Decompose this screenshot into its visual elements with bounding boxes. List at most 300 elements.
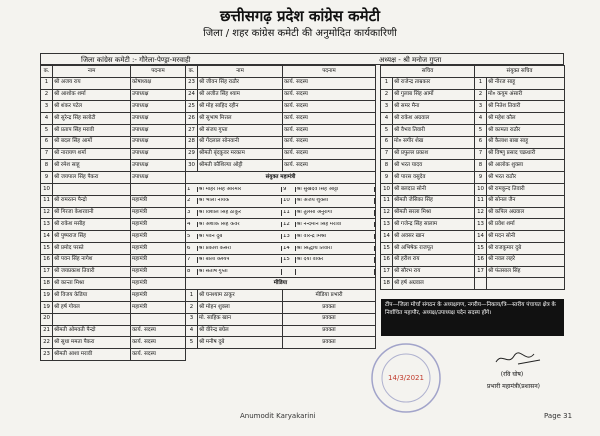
table-row xyxy=(186,325,376,337)
table-row xyxy=(41,278,186,290)
joint-general-secretary-section-title: संयुक्त महामंत्री xyxy=(186,172,376,184)
table-row xyxy=(186,301,376,313)
table-cell: श्री विशाल सिंह ठाकुर xyxy=(198,210,282,215)
table-cell: श्री सोनल जैन xyxy=(487,195,565,207)
table-cell: 29 xyxy=(186,148,198,160)
table-cell: 5 xyxy=(41,124,53,136)
table-cell: महामंत्री xyxy=(131,207,186,219)
column-header: क. xyxy=(186,66,198,78)
table-cell: 9 xyxy=(282,187,296,192)
column-header: पदनाम xyxy=(283,66,376,78)
signatory-role: प्रभारी महामंत्री(प्रशासन) xyxy=(487,383,540,390)
table-cell: 11 xyxy=(381,195,393,207)
table-cell xyxy=(186,242,376,254)
table-cell: 10 xyxy=(41,183,53,195)
table-cell: 19 xyxy=(41,290,53,302)
table-cell: श्री सिद्धार्थ तिवारी xyxy=(296,246,375,251)
table-cell: 5 xyxy=(186,234,198,239)
table-cell: श्री रमेश साहू xyxy=(53,160,131,172)
table-cell: कार्य. सदस्य xyxy=(283,124,376,136)
table-cell: 13 xyxy=(475,219,487,231)
column-header: क. xyxy=(41,66,53,78)
table-row xyxy=(381,278,565,290)
table-cell xyxy=(53,313,131,325)
table-row xyxy=(41,148,186,160)
table-cell: 2 xyxy=(186,301,198,313)
table-cell: महामंत्री xyxy=(131,278,186,290)
table-cell: कार्य. सदस्य xyxy=(131,325,186,337)
table-cell: श्री कैलाश बाबा साहू xyxy=(487,136,565,148)
table-cell: 7 xyxy=(186,257,198,262)
table-row xyxy=(381,183,565,195)
table-cell: उपाध्यक्ष xyxy=(131,148,186,160)
table-cell: श्री हरीश राय xyxy=(393,254,475,266)
table-cell: 16 xyxy=(475,254,487,266)
table-cell: श्री महेश कौल xyxy=(487,113,565,125)
table-row xyxy=(381,266,565,278)
table-cell: श्री कान्ता मिश्रा xyxy=(53,278,131,290)
table-cell: 13 xyxy=(41,219,53,231)
table-cell: 11 xyxy=(282,210,296,215)
table-cell: श्री मोहर सिंह आरमोर xyxy=(198,187,282,192)
table-cell: मीडिया प्रभारी xyxy=(283,290,376,302)
table-cell: श्री रामकुन्द तिवारी xyxy=(487,183,565,195)
table-cell xyxy=(186,219,376,231)
table-cell: 10 xyxy=(282,198,296,203)
svg-text:14/3/2021: 14/3/2021 xyxy=(388,374,424,382)
table-row xyxy=(381,101,565,113)
table-cell: 8 xyxy=(186,269,198,274)
table-cell: कोषाध्यक्ष xyxy=(131,77,186,89)
official-seal xyxy=(368,340,444,416)
table-cell: 4 xyxy=(186,325,198,337)
table-cell: श्रीमती जेसिका सिंह xyxy=(393,195,475,207)
table-row xyxy=(41,195,186,207)
table-row xyxy=(41,183,186,195)
table-row xyxy=(41,207,186,219)
table-cell: महामंत्री xyxy=(131,266,186,278)
table-cell: 7 xyxy=(475,148,487,160)
table-cell: 12 xyxy=(41,207,53,219)
table-cell: श्री राकेश अग्रवाल xyxy=(393,113,475,125)
table-cell: 3 xyxy=(186,313,198,325)
table-cell: 21 xyxy=(41,325,53,337)
table-cell: श्री मोह साहिद रहीन xyxy=(198,101,283,113)
table-cell: 15 xyxy=(41,242,53,254)
table-row xyxy=(41,136,186,148)
table-cell: श्री तुलसी अनुरागी xyxy=(296,210,375,215)
table-row xyxy=(186,136,376,148)
table-cell: 6 xyxy=(186,246,198,251)
signatory-name: (रवि घोष) xyxy=(500,371,524,378)
table-row xyxy=(381,113,565,125)
table-cell: 24 xyxy=(186,89,198,101)
table-cell: श्रीमती सरला मिश्रा xyxy=(393,207,475,219)
table-cell: श्रीमती ओमवती पैन्द्रो xyxy=(53,325,131,337)
table-row xyxy=(41,349,186,361)
table-cell: श्री अजय राय xyxy=(53,77,131,89)
table-cell: 4 xyxy=(381,113,393,125)
table-cell: 16 xyxy=(41,254,53,266)
table-row xyxy=(41,101,186,113)
table-cell: 11 xyxy=(41,195,53,207)
table-cell: महामंत्री xyxy=(131,301,186,313)
table-row xyxy=(41,337,186,349)
table-cell: श्री राजकुमार दुबे xyxy=(487,242,565,254)
table-row xyxy=(381,136,565,148)
table-cell: कार्य. सदस्य xyxy=(283,77,376,89)
table-cell: उपाध्यक्ष xyxy=(131,136,186,148)
table-cell: श्री आशोक शर्मा xyxy=(53,89,131,101)
table-cell xyxy=(186,195,376,207)
table-cell: श्री पारस वसुदेव xyxy=(393,172,475,184)
table-cell: 14 xyxy=(475,231,487,243)
table-cell: महामंत्री xyxy=(131,219,186,231)
table-cell: श्री भरत राठौर xyxy=(487,172,565,184)
committee-header xyxy=(40,53,564,65)
table-cell: 2 xyxy=(381,89,393,101)
table-cell: प्रवक्ता xyxy=(283,337,376,349)
table-cell: श्री नारायण शर्मा xyxy=(53,148,131,160)
table-cell: श्री अवसर खान xyxy=(393,231,475,243)
table-cell: प्रवक्ता xyxy=(283,313,376,325)
table-cell: 12 xyxy=(282,222,296,227)
table-cell xyxy=(131,183,186,195)
table-cell: श्री सुधा ममता पैकरा xyxy=(53,337,131,349)
table-row xyxy=(186,160,376,172)
right-table-body xyxy=(381,77,565,289)
table-cell: श्री जयप्रकाश तिवारी xyxy=(53,266,131,278)
table-cell: कार्य. सदस्य xyxy=(283,160,376,172)
table-cell: मो० सगीर शेख xyxy=(393,136,475,148)
table-row xyxy=(381,219,565,231)
table-row xyxy=(186,290,376,302)
table-cell: 23 xyxy=(186,77,198,89)
table-row xyxy=(186,148,376,160)
table-cell: 2 xyxy=(41,89,53,101)
table-cell: 10 xyxy=(381,183,393,195)
table-cell: 16 xyxy=(381,254,393,266)
table-cell: श्री प्रमोद परस्ते xyxy=(53,242,131,254)
notice-box: टीप—जिला मोर्चा संगठन के अध्यक्षगण, नगरीय—निकाय/त्रि—स्तरीय पंचायत क्षेत्र के निर्वाचित महापौर, अध्यक्ष/उपाध्यक्ष पदेन सदस्य होंगे। xyxy=(381,299,564,336)
table-cell: महामंत्री xyxy=(131,290,186,302)
table-row xyxy=(41,124,186,136)
left-members-table xyxy=(40,65,186,361)
table-cell: 23 xyxy=(41,349,53,361)
table-cell: श्री अजय शुक्ला xyxy=(296,198,375,203)
table-cell: श्री मदन सोनी xyxy=(487,231,565,243)
table-cell: श्री फंतसाल सिंह xyxy=(487,266,565,278)
table-cell: 5 xyxy=(475,124,487,136)
table-row xyxy=(41,242,186,254)
footer-label: Anumodit Karyakarini xyxy=(240,412,316,420)
table-cell: श्री विष्णु प्रसाद चक्रधारी xyxy=(487,148,565,160)
table-cell: उपाध्यक्ष xyxy=(131,113,186,125)
table-row xyxy=(186,195,376,207)
table-cell: श्री राकेश मसीह xyxy=(53,219,131,231)
table-cell: 15 xyxy=(381,242,393,254)
table-row xyxy=(381,77,565,89)
table-row xyxy=(381,160,565,172)
column-header: नाम xyxy=(53,66,131,78)
table-cell: 14 xyxy=(282,246,296,251)
table-row xyxy=(381,242,565,254)
table-cell: श्री वैभव तिवारी xyxy=(393,124,475,136)
table-cell: श्री गेंदलाल सोनवानी xyxy=(198,136,283,148)
table-row xyxy=(186,254,376,266)
table-cell: श्री अशोक सिंह कंवर xyxy=(198,222,282,227)
table-cell: महामंत्री xyxy=(131,231,186,243)
table-cell: श्री सुभाष मित्तल xyxy=(198,113,283,125)
table-cell: 13 xyxy=(381,219,393,231)
table-row xyxy=(41,313,186,325)
column-header: पदनाम xyxy=(131,66,186,78)
table-cell: श्री संतोष गुप्ता xyxy=(198,269,282,274)
page-number: Page 31 xyxy=(544,412,573,420)
table-cell: 17 xyxy=(381,266,393,278)
table-row xyxy=(381,254,565,266)
table-cell: 10 xyxy=(475,183,487,195)
table-cell: 4 xyxy=(41,113,53,125)
table-cell: श्री जीवन सिंह राठौर xyxy=(198,77,283,89)
table-row xyxy=(41,254,186,266)
table-cell: श्री नवल लहरे xyxy=(487,254,565,266)
table-cell: 4 xyxy=(475,113,487,125)
table-row xyxy=(41,89,186,101)
table-row xyxy=(41,160,186,172)
table-cell: 12 xyxy=(475,207,487,219)
committee-name: जिला कांग्रेस कमेटी :- गौरेला-पेण्ड्रा-मरवाही xyxy=(81,56,191,64)
table-cell: 5 xyxy=(186,337,198,349)
table-cell: श्री प्रताप सिंह मरावी xyxy=(53,124,131,136)
table-cell: 17 xyxy=(41,266,53,278)
table-cell: श्री विजय केडिया xyxy=(53,290,131,302)
table-cell: 6 xyxy=(381,136,393,148)
table-row xyxy=(186,313,376,325)
table-row xyxy=(186,113,376,125)
table-cell: श्री सुरेन्द्र सिंह सलोटी xyxy=(53,113,131,125)
table-row xyxy=(381,195,565,207)
middle-members-table xyxy=(185,65,376,349)
table-row xyxy=(186,219,376,231)
table-cell: श्री नन्दमान सिंह मरावी xyxy=(296,222,375,227)
table-cell: 13 xyxy=(282,234,296,239)
table-cell: श्री घनश्याम ठाकुर xyxy=(198,290,283,302)
table-cell xyxy=(186,254,376,266)
table-cell: श्री संजय गुप्ता xyxy=(198,124,283,136)
table-row xyxy=(186,266,376,278)
table-cell: श्री भोला नायक xyxy=(198,198,282,203)
table-row xyxy=(41,219,186,231)
table-cell: कार्य. सदस्य xyxy=(283,89,376,101)
table-cell: 18 xyxy=(41,278,53,290)
table-cell: श्री हर्ष अग्रवाल xyxy=(393,278,475,290)
table-cell: कार्य. सदस्य xyxy=(283,101,376,113)
table-cell: श्री सुखदेव सिंह ओट्टी xyxy=(296,187,375,192)
table-cell: उपाध्यक्ष xyxy=(131,89,186,101)
table-row xyxy=(41,231,186,243)
table-cell: 26 xyxy=(186,113,198,125)
table-cell: 3 xyxy=(381,101,393,113)
table-cell: कार्य. सदस्य xyxy=(283,136,376,148)
table-row xyxy=(381,231,565,243)
table-row xyxy=(381,172,565,184)
table-cell: 17 xyxy=(475,266,487,278)
table-cell: श्री भरत यादव xyxy=(393,160,475,172)
table-cell: 28 xyxy=(186,136,198,148)
table-cell: श्री वीरेन्द्र मिश्रा xyxy=(296,234,375,239)
table-cell: 18 xyxy=(381,278,393,290)
document-title: छत्तीसगढ़ प्रदेश कांग्रेस कमेटी xyxy=(219,7,381,25)
table-cell: प्रवक्ता xyxy=(283,301,376,313)
table-cell: 8 xyxy=(475,160,487,172)
table-cell: श्री बाला कश्यप xyxy=(198,257,282,262)
table-cell: उपाध्यक्ष xyxy=(131,172,186,184)
table-cell: श्री पवन दुबे xyxy=(198,234,282,239)
table-row xyxy=(186,101,376,113)
table-cell: 3 xyxy=(475,101,487,113)
joint-general-secretary-section xyxy=(186,172,376,184)
table-cell: श्री सौरभ राय xyxy=(393,266,475,278)
table-cell: श्री शंकर पटेल xyxy=(53,101,131,113)
table-cell: श्री गुलाब सिंह आर्मो xyxy=(393,89,475,101)
table-cell: श्री हर्ष गोयल xyxy=(53,301,131,313)
signature-mark xyxy=(488,350,548,368)
column-header: सचिव xyxy=(381,66,475,78)
table-cell: 25 xyxy=(186,101,198,113)
table-cell: महामंत्री xyxy=(131,242,186,254)
table-cell: श्री दया वाकरे xyxy=(296,257,375,262)
table-row xyxy=(186,89,376,101)
table-cell: 8 xyxy=(41,160,53,172)
table-cell: 22 xyxy=(41,337,53,349)
table-cell: 30 xyxy=(186,160,198,172)
table-row xyxy=(381,124,565,136)
table-cell xyxy=(131,313,186,325)
table-cell: उपाध्यक्ष xyxy=(131,101,186,113)
table-row xyxy=(186,124,376,136)
table-cell: श्री बदल सिंह आर्मो xyxy=(53,136,131,148)
table-cell: श्री राजेन्द्र ताम्रकार xyxy=(393,77,475,89)
table-cell: 15 xyxy=(282,257,296,262)
president-name: अध्यक्ष - श्री मनोज गुप्ता xyxy=(379,56,442,64)
table-cell: 1 xyxy=(186,290,198,302)
table-row xyxy=(41,301,186,313)
table-cell: श्रीमती आशा मरावी xyxy=(53,349,131,361)
table-cell: श्री कामता राठौर xyxy=(487,124,565,136)
table-cell: 9 xyxy=(381,172,393,184)
table-cell: श्री आलोक शुक्ला xyxy=(487,160,565,172)
table-cell: कार्य. सदस्य xyxy=(283,113,376,125)
table-cell: 6 xyxy=(475,136,487,148)
table-cell: 1 xyxy=(41,77,53,89)
table-cell: महामंत्री xyxy=(131,254,186,266)
table-cell: श्री समर मैना xyxy=(393,101,475,113)
table-cell xyxy=(487,278,565,290)
table-row xyxy=(41,172,186,184)
table-cell: उपाध्यक्ष xyxy=(131,160,186,172)
table-cell: 2 xyxy=(475,89,487,101)
table-row xyxy=(186,231,376,243)
table-row xyxy=(186,183,376,195)
table-cell: श्री पवन सिंह नागेश xyxy=(53,254,131,266)
table-cell: श्री प्रवेश शर्मा xyxy=(487,219,565,231)
table-cell: 7 xyxy=(381,148,393,160)
table-row xyxy=(41,77,186,89)
table-cell: 27 xyxy=(186,124,198,136)
table-cell xyxy=(53,183,131,195)
table-cell: 8 xyxy=(381,160,393,172)
table-cell: 1 xyxy=(475,77,487,89)
document-subtitle: जिला / शहर कांग्रेस कमेटी की अनुमोदित कार्यकारिणी xyxy=(203,28,397,39)
table-cell: मो० कयूम अंसारी xyxy=(487,89,565,101)
table-cell: श्री गजेन्द्र सिंह सालाम xyxy=(393,219,475,231)
table-row xyxy=(186,242,376,254)
table-row xyxy=(41,290,186,302)
table-cell: 12 xyxy=(381,207,393,219)
table-cell xyxy=(186,266,376,278)
middle-table-body xyxy=(186,77,376,348)
media-section xyxy=(186,278,376,290)
table-cell: कार्य. सदस्य xyxy=(131,337,186,349)
table-cell xyxy=(186,183,376,195)
table-cell: कार्य. सदस्य xyxy=(283,148,376,160)
table-cell: श्री जयपाल सिंह पैकरा xyxy=(53,172,131,184)
table-cell: उपाध्यक्ष xyxy=(131,124,186,136)
table-row xyxy=(41,266,186,278)
table-cell: श्री कपिल अग्रवाल xyxy=(487,207,565,219)
table-row xyxy=(186,337,376,349)
table-cell: 2 xyxy=(186,198,198,203)
table-cell xyxy=(282,269,296,274)
table-cell: 1 xyxy=(381,77,393,89)
table-row xyxy=(41,113,186,125)
table-cell: श्री प्रकाश केसरी xyxy=(198,246,282,251)
table-cell: श्री अजीत सिंह श्याम xyxy=(198,89,283,101)
table-cell: महामंत्री xyxy=(131,195,186,207)
table-cell: 4 xyxy=(186,222,198,227)
table-row xyxy=(381,207,565,219)
table-cell: मो. साहिक खान xyxy=(198,313,283,325)
table-cell: श्री पुष्पराज सिंह xyxy=(53,231,131,243)
table-row xyxy=(186,207,376,219)
media-section-title: मीडिया xyxy=(186,278,376,290)
table-cell: 7 xyxy=(41,148,53,160)
table-cell: 9 xyxy=(41,172,53,184)
table-row xyxy=(381,148,565,160)
table-cell: श्री गिरजा केशरवानी xyxy=(53,207,131,219)
table-cell: 15 xyxy=(475,242,487,254)
table-cell: 5 xyxy=(381,124,393,136)
table-cell: 1 xyxy=(186,187,198,192)
table-cell xyxy=(296,269,375,274)
column-header: संयुक्त सचिव xyxy=(475,66,565,78)
column-header: नाम xyxy=(198,66,283,78)
table-cell: 3 xyxy=(186,210,198,215)
right-members-table xyxy=(380,65,565,290)
table-cell xyxy=(475,278,487,290)
table-cell: श्री अभिषेक राजपूत xyxy=(393,242,475,254)
table-cell: श्री नीरज साहू xyxy=(487,77,565,89)
table-cell: प्रवक्ता xyxy=(283,325,376,337)
table-cell: 11 xyxy=(475,195,487,207)
table-cell: 6 xyxy=(41,136,53,148)
table-row xyxy=(186,77,376,89)
table-cell: श्री नितेश तिवारी xyxy=(487,101,565,113)
table-cell: श्री रामरतन पैन्द्रो xyxy=(53,195,131,207)
table-row xyxy=(41,325,186,337)
table-cell: श्री वीरेन्द्र बघेल xyxy=(198,325,283,337)
